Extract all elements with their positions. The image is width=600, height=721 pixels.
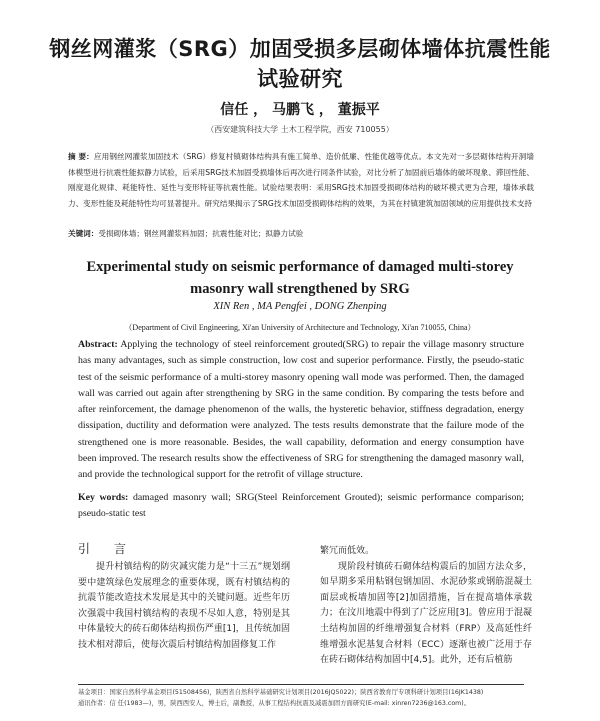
footnotes (78, 688, 524, 709)
left-column (78, 560, 290, 654)
chinese-keywords (68, 228, 534, 239)
intro-paragraph-2: 现阶段村镇砖石砌体结构震后的加固方法众多，如早期多采用粘钢包钢加固、水泥砂浆或钢筋混凝土面层或板墙加固等[2]加固措施，旨在提高墙体承载力；在汶川地震中得到了广泛应用[3]。曾应用于混凝土结构加固的纤维增强复合材料（FRP）及高延性纤维增强水泥基复合材料（ECC）逐渐也被广泛用于存在砖石砌体结构加固中[4,5]。此外，还有后植筋 (320, 561, 532, 666)
chinese-authors: 信任 ， 马鹏飞 ， 董振平 (220, 102, 380, 118)
english-keywords-label: Key words: (78, 492, 129, 503)
english-abstract-label: Abstract: (78, 339, 118, 350)
english-affiliation: （Department of Civil Engineering, Xi'an University of Architecture and Technology, Xi'an 710055, China） (124, 323, 476, 332)
chinese-abstract-label: 摘 要： (68, 152, 94, 161)
english-title: Experimental study on seismic performance of damaged multi-storey masonry wall strengthened by SRG (86, 259, 514, 297)
chinese-keywords-text: 受损砌体墙；钢丝网灌浆料加固；抗震性能对比；拟静力试验 (98, 229, 304, 238)
footnote-divider (78, 684, 524, 685)
english-abstract-text: Applying the technology of steel reinforcement grouted(SRG) to repair the village masonry structure has many advantages, such as simple construction, low cost and superior performance. Firstly, the pseudo-static test of the seismic performance of a multi-storey masonry opening wall mode was performed. Then, the damaged wall was carried out again after strengthening by SRG in the same condition. By comparing the tests before and after reinforcement, the damage phenomenon of the walls, the hysteretic behavior, stiffness degradation, energy dissipation, ductility and deformation were analyzed. The tests results demonstrate that the failure mode of the strengthened one is more reasonable. Besides, the wall capability, deformation and energy consumption have been improved. The research results show the effectiveness of SRG for strengthening the damaged masonry wall, and provide the technological support for the retrofit of village structure. (78, 339, 524, 481)
introduction-heading: 引 言 (78, 542, 136, 556)
chinese-title: 钢丝网灌浆（SRG）加固受损多层砌体墙体抗震性能试验研究 (49, 37, 551, 91)
chinese-abstract-text: 应用钢丝网灌浆加固技术（SRG）修复村镇砌体结构具有施工简单、造价低廉、性能优越等优点。本文先对一多层砌体结构开洞墙体模型进行抗震性能拟静力试验，后采用SRG技术加固受损墙体后再次进行同条件试验，对比分析了加固前后墙体的破坏现象、滞回性能、刚度退化规律、耗能特性、延性与变形特征等抗震性能。试验结果表明：采用SRG技术加固受损砌体结构的破坏模式更为合理，墙体承载力、变形性能及耗能特性均可显著提升。研究结果揭示了SRG技术加固受损砌体结构的效果，为其在村镇建筑加固领域的应用提供技术支持 (68, 152, 534, 208)
chinese-keywords-label: 关键词： (68, 229, 99, 238)
chinese-abstract (68, 149, 534, 211)
english-keywords-text: damaged masonry wall; SRG(Steel Reinforcement Grouted); seismic performance comparison; pseudo-static test (78, 492, 524, 520)
english-authors: XIN Ren , MA Pengfei , DONG Zhenping (213, 301, 387, 312)
footnote-fund: 基金项目：国家自然科学基金项目(51508456)，陕西省自然科学基础研究计划项目(2016JQ5022)；陕西省教育厅专项科研计划项目(16JK1438) (78, 689, 484, 696)
chinese-affiliation: （西安建筑科技大学 土木工程学院，西安 710055） (206, 125, 394, 134)
intro-continuation: 繁冗而低效。 (320, 546, 375, 556)
intro-paragraph-1: 提升村镇结构的防灾减灾能力是“十三五”规划纲要中建筑绿色发展理念的重要体现，既有村镇结构的抗震节能改造技术发展是其中的关键问题。近些年历次强震中我国村镇结构的表现不尽如人意，特别是其中体量较大的砖石砌体结构损伤严重[1]，且传统加固技术相对滞后，使每次震后村镇结构加固修复工作 (78, 562, 290, 650)
english-abstract (78, 337, 524, 484)
english-keywords (78, 490, 524, 523)
right-column (320, 544, 532, 669)
footnote-author: 通讯作者：信 任(1983—)，男，陕西西安人，博士后，副教授，从事工程结构抗震及减震加固方面研究(E-mail: xinren7236@163.com)。 (78, 699, 471, 707)
